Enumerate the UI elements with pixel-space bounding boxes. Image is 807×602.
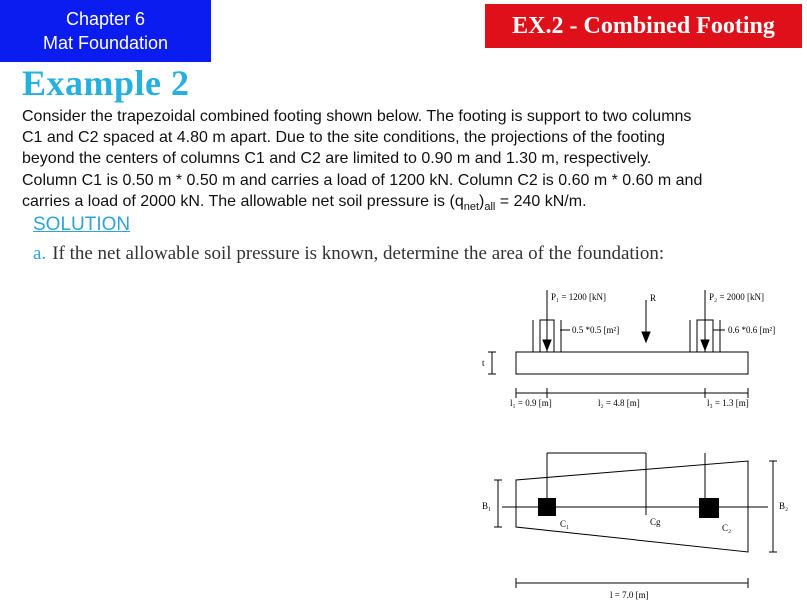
- subscript-all: all: [484, 201, 496, 213]
- resultant-arrow: [642, 332, 650, 342]
- label-c1: C₁: [560, 519, 570, 529]
- label-r: R: [650, 293, 657, 303]
- statement-line: C1 and C2 spaced at 4.80 m apart. Due to the site conditions, the projections of the footing: [22, 129, 666, 147]
- statement-text: = 240 kN/m.: [495, 192, 587, 210]
- column-c1-plan: [538, 498, 556, 516]
- subscript-net: net: [463, 201, 480, 213]
- example-tag: EX.2 - Combined Footing: [485, 4, 802, 48]
- label-t: t: [482, 358, 485, 368]
- label-c2: C₂: [722, 523, 732, 533]
- label-p1: P₁ = 1200 [kN]: [551, 292, 606, 302]
- chapter-subtitle: Mat Foundation: [42, 33, 169, 53]
- label-c1-size: 0.5 *0.5 [m²]: [572, 325, 620, 335]
- step-label: a.: [33, 243, 47, 264]
- label-total-length: l = 7.0 [m]: [610, 590, 649, 600]
- label-l3: l₃ = 1.3 [m]: [707, 398, 749, 408]
- column-c2-plan: [699, 498, 719, 518]
- chapter-number: Chapter 6: [65, 9, 146, 29]
- statement-line: Consider the trapezoidal combined footing shown below. The footing is support to two columns: [22, 108, 692, 125]
- label-b1: B₁: [482, 501, 492, 511]
- load-p2-arrow: [701, 340, 709, 350]
- label-l2: l₂ = 4.8 [m]: [598, 398, 640, 408]
- statement-line: Column C1 is 0.50 m * 0.50 m and carries a load of 1200 kN. Column C2 is 0.60 m * 0.60 m and: [22, 171, 703, 189]
- label-c2-size: 0.6 *0.6 [m²]: [728, 325, 776, 335]
- label-l1: l₁ = 0.9 [m]: [510, 398, 552, 408]
- step-text: If the net allowable soil pressure is known, determine the area of the foundation:: [52, 243, 665, 264]
- statement-line: beyond the centers of columns C1 and C2 are limited to 0.90 m and 1.30 m, respectively.: [22, 150, 652, 168]
- example-title: Example 2: [22, 63, 190, 103]
- statement-text: ): [479, 192, 485, 210]
- footing-elevation: [516, 352, 748, 374]
- solution-heading: SOLUTION: [33, 214, 131, 235]
- label-cg: Cg: [650, 517, 661, 527]
- label-b2: B₂: [779, 501, 789, 511]
- statement-text: carries a load of 2000 kN. The allowable net soil pressure is (q: [22, 192, 464, 210]
- load-p1-arrow: [543, 340, 551, 350]
- label-p2: P₂ = 2000 [kN]: [709, 292, 764, 302]
